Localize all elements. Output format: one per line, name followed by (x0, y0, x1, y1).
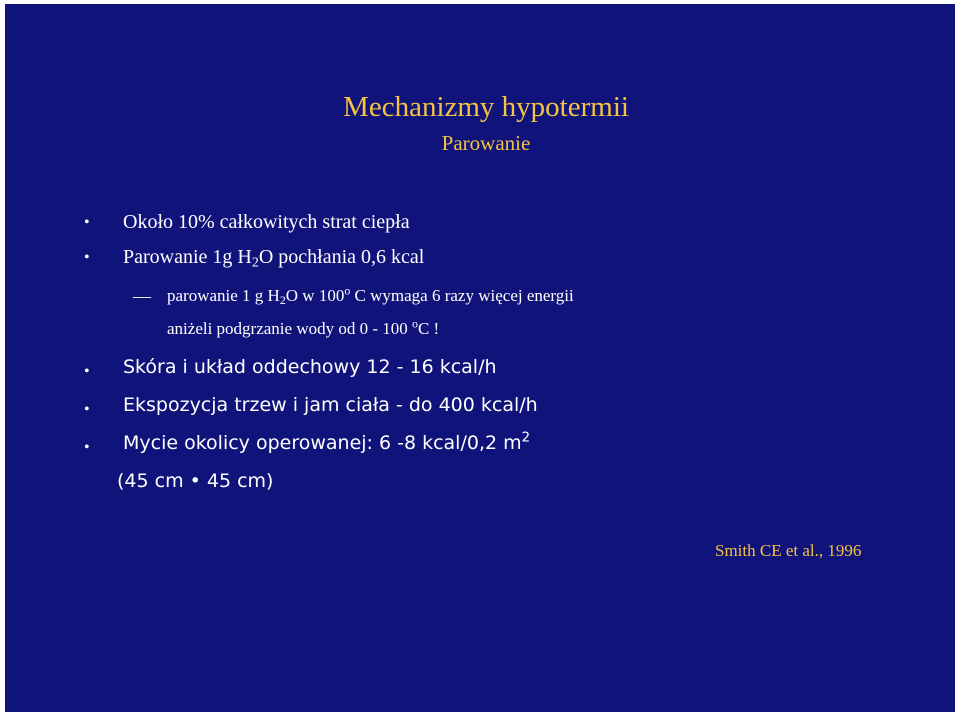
slide-subtitle: Parowanie (441, 131, 531, 155)
citation: Smith CE et al., 1996 (715, 541, 862, 560)
sub-bullet-energy (167, 283, 574, 307)
bullet-washing-text: Mycie okolicy operowanej: 6 -8 kcal/0,2 m (123, 432, 522, 454)
bullet-dot-2: • (84, 249, 90, 266)
bullet-dot-5: • (84, 439, 90, 456)
bullet-evaporation (123, 246, 424, 269)
bullet-evaporation-subscript: 2 (251, 255, 259, 271)
slide (5, 4, 955, 712)
area-note-dot: • (189, 470, 201, 492)
continuation-text-b: C ! (417, 319, 440, 338)
bullet-evaporation-text-a: Parowanie 1g H (123, 246, 252, 268)
sub-bullet-superscript: o (344, 283, 351, 298)
continuation-superscript: o (412, 316, 418, 331)
bullet-exposure (123, 395, 538, 417)
slide-title: Mechanizmy hypotermii (343, 91, 629, 123)
bullet-exposure-text: Ekspozycja trzew i jam ciała - do 400 kcal/h (123, 394, 538, 416)
bullet-dot-1: • (84, 214, 90, 231)
area-note-text-b: 45 cm) (200, 470, 274, 492)
area-note (117, 471, 273, 493)
continuation-text-a: aniżeli podgrzanie wody od 0 - 100 (167, 319, 413, 338)
bullet-washing (123, 430, 531, 455)
sub-bullet-text-a: parowanie 1 g H (167, 286, 280, 305)
sub-bullet-text-b: O w 100 (285, 286, 345, 305)
bullet-heat-loss-text: Około 10% całkowitych strat ciepła (123, 211, 410, 233)
sub-bullet-text-c: C wymaga 6 razy więcej energii (350, 286, 574, 305)
bullet-skin-respiratory-text: Skóra i układ oddechowy 12 - 16 kcal/h (123, 356, 497, 378)
sub-bullet-dash: — (133, 286, 151, 306)
area-note-text-a: (45 cm (117, 470, 190, 492)
bullet-dot-4: • (84, 401, 90, 418)
sub-bullet-subscript: 2 (279, 292, 286, 307)
bullet-evaporation-text-b: O pochłania 0,6 kcal (258, 246, 425, 268)
bullet-washing-superscript: 2 (521, 430, 531, 446)
sub-bullet-continuation (167, 316, 440, 339)
bullet-dot-3: • (84, 363, 90, 380)
bullet-heat-loss (123, 211, 410, 234)
bullet-skin-respiratory (123, 357, 497, 379)
